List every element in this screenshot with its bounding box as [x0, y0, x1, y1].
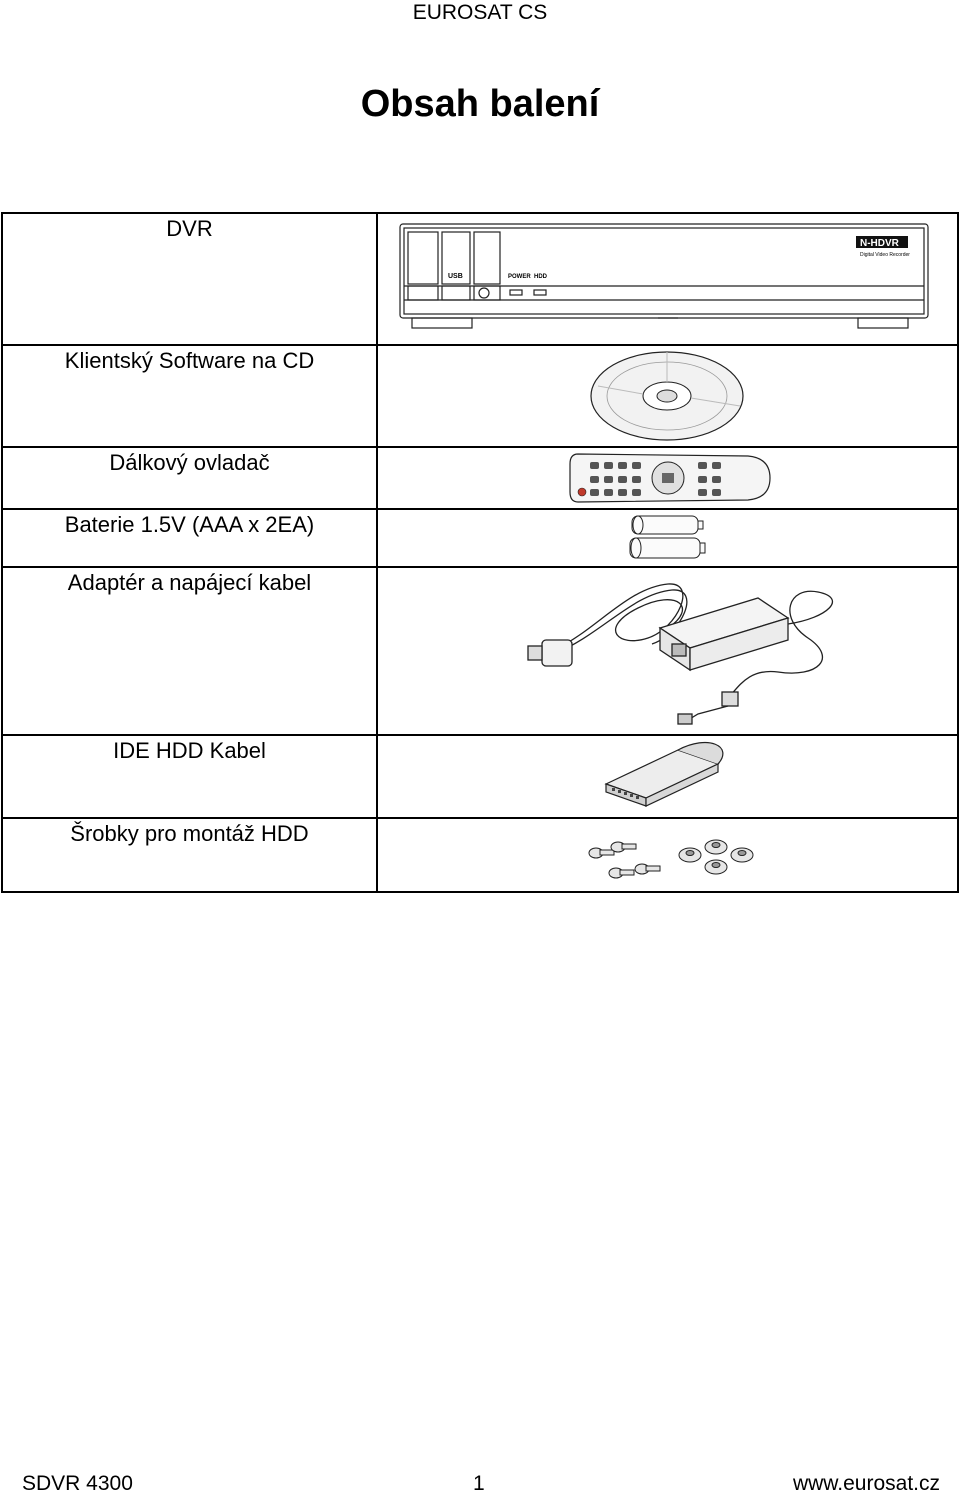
item-label: DVR — [166, 216, 213, 241]
device-tagline: Digital Video Recorder — [860, 252, 910, 258]
page-number: 1 — [473, 1472, 485, 1495]
item-label-cell — [2, 735, 377, 818]
power-adapter-image — [378, 568, 958, 732]
ide-cable-image — [378, 736, 958, 815]
dvr-image — [378, 214, 958, 342]
remote-control-image — [378, 448, 958, 506]
company-name: EUROSAT CS — [412, 1, 548, 24]
table-row — [2, 345, 958, 447]
usb-label: USB — [448, 273, 463, 280]
table-row — [2, 213, 958, 345]
item-image-cell — [377, 447, 958, 509]
item-label: Dálkový ovladač — [109, 450, 270, 475]
item-label: Baterie 1.5V (AAA x 2EA) — [64, 512, 315, 537]
model-name: SDVR 4300 — [22, 1472, 133, 1495]
table-row — [2, 509, 958, 567]
item-label: Adaptér a napájecí kabel — [67, 570, 312, 595]
item-label-cell — [2, 213, 377, 345]
item-image-cell — [377, 345, 958, 447]
item-image-cell — [377, 213, 958, 345]
batteries-image — [378, 510, 958, 564]
item-image-cell — [377, 818, 958, 892]
item-image-cell — [377, 567, 958, 735]
item-label-cell — [2, 447, 377, 509]
power-label: POWER — [508, 274, 531, 280]
item-label-cell — [2, 567, 377, 735]
item-label: IDE HDD Kabel — [113, 738, 266, 763]
item-label-cell — [2, 818, 377, 892]
hdd-label: HDD — [534, 274, 547, 280]
item-label-cell — [2, 509, 377, 567]
package-contents-table — [1, 212, 959, 893]
table-row — [2, 735, 958, 818]
page-title: Obsah balení — [360, 83, 600, 125]
page-footer — [0, 1472, 960, 1496]
item-image-cell — [377, 509, 958, 567]
table-row — [2, 447, 958, 509]
table-row — [2, 567, 958, 735]
website-link[interactable]: www.eurosat.cz — [792, 1472, 940, 1495]
item-label-cell — [2, 345, 377, 447]
item-label: Klientský Software na CD — [64, 348, 315, 373]
table-row — [2, 818, 958, 892]
screws-image — [378, 819, 958, 889]
item-label: Šrobky pro montáž HDD — [70, 821, 309, 846]
brand-logo: N-HDVR — [860, 238, 899, 249]
page-header — [0, 0, 960, 26]
item-image-cell — [377, 735, 958, 818]
cd-image — [378, 346, 958, 444]
